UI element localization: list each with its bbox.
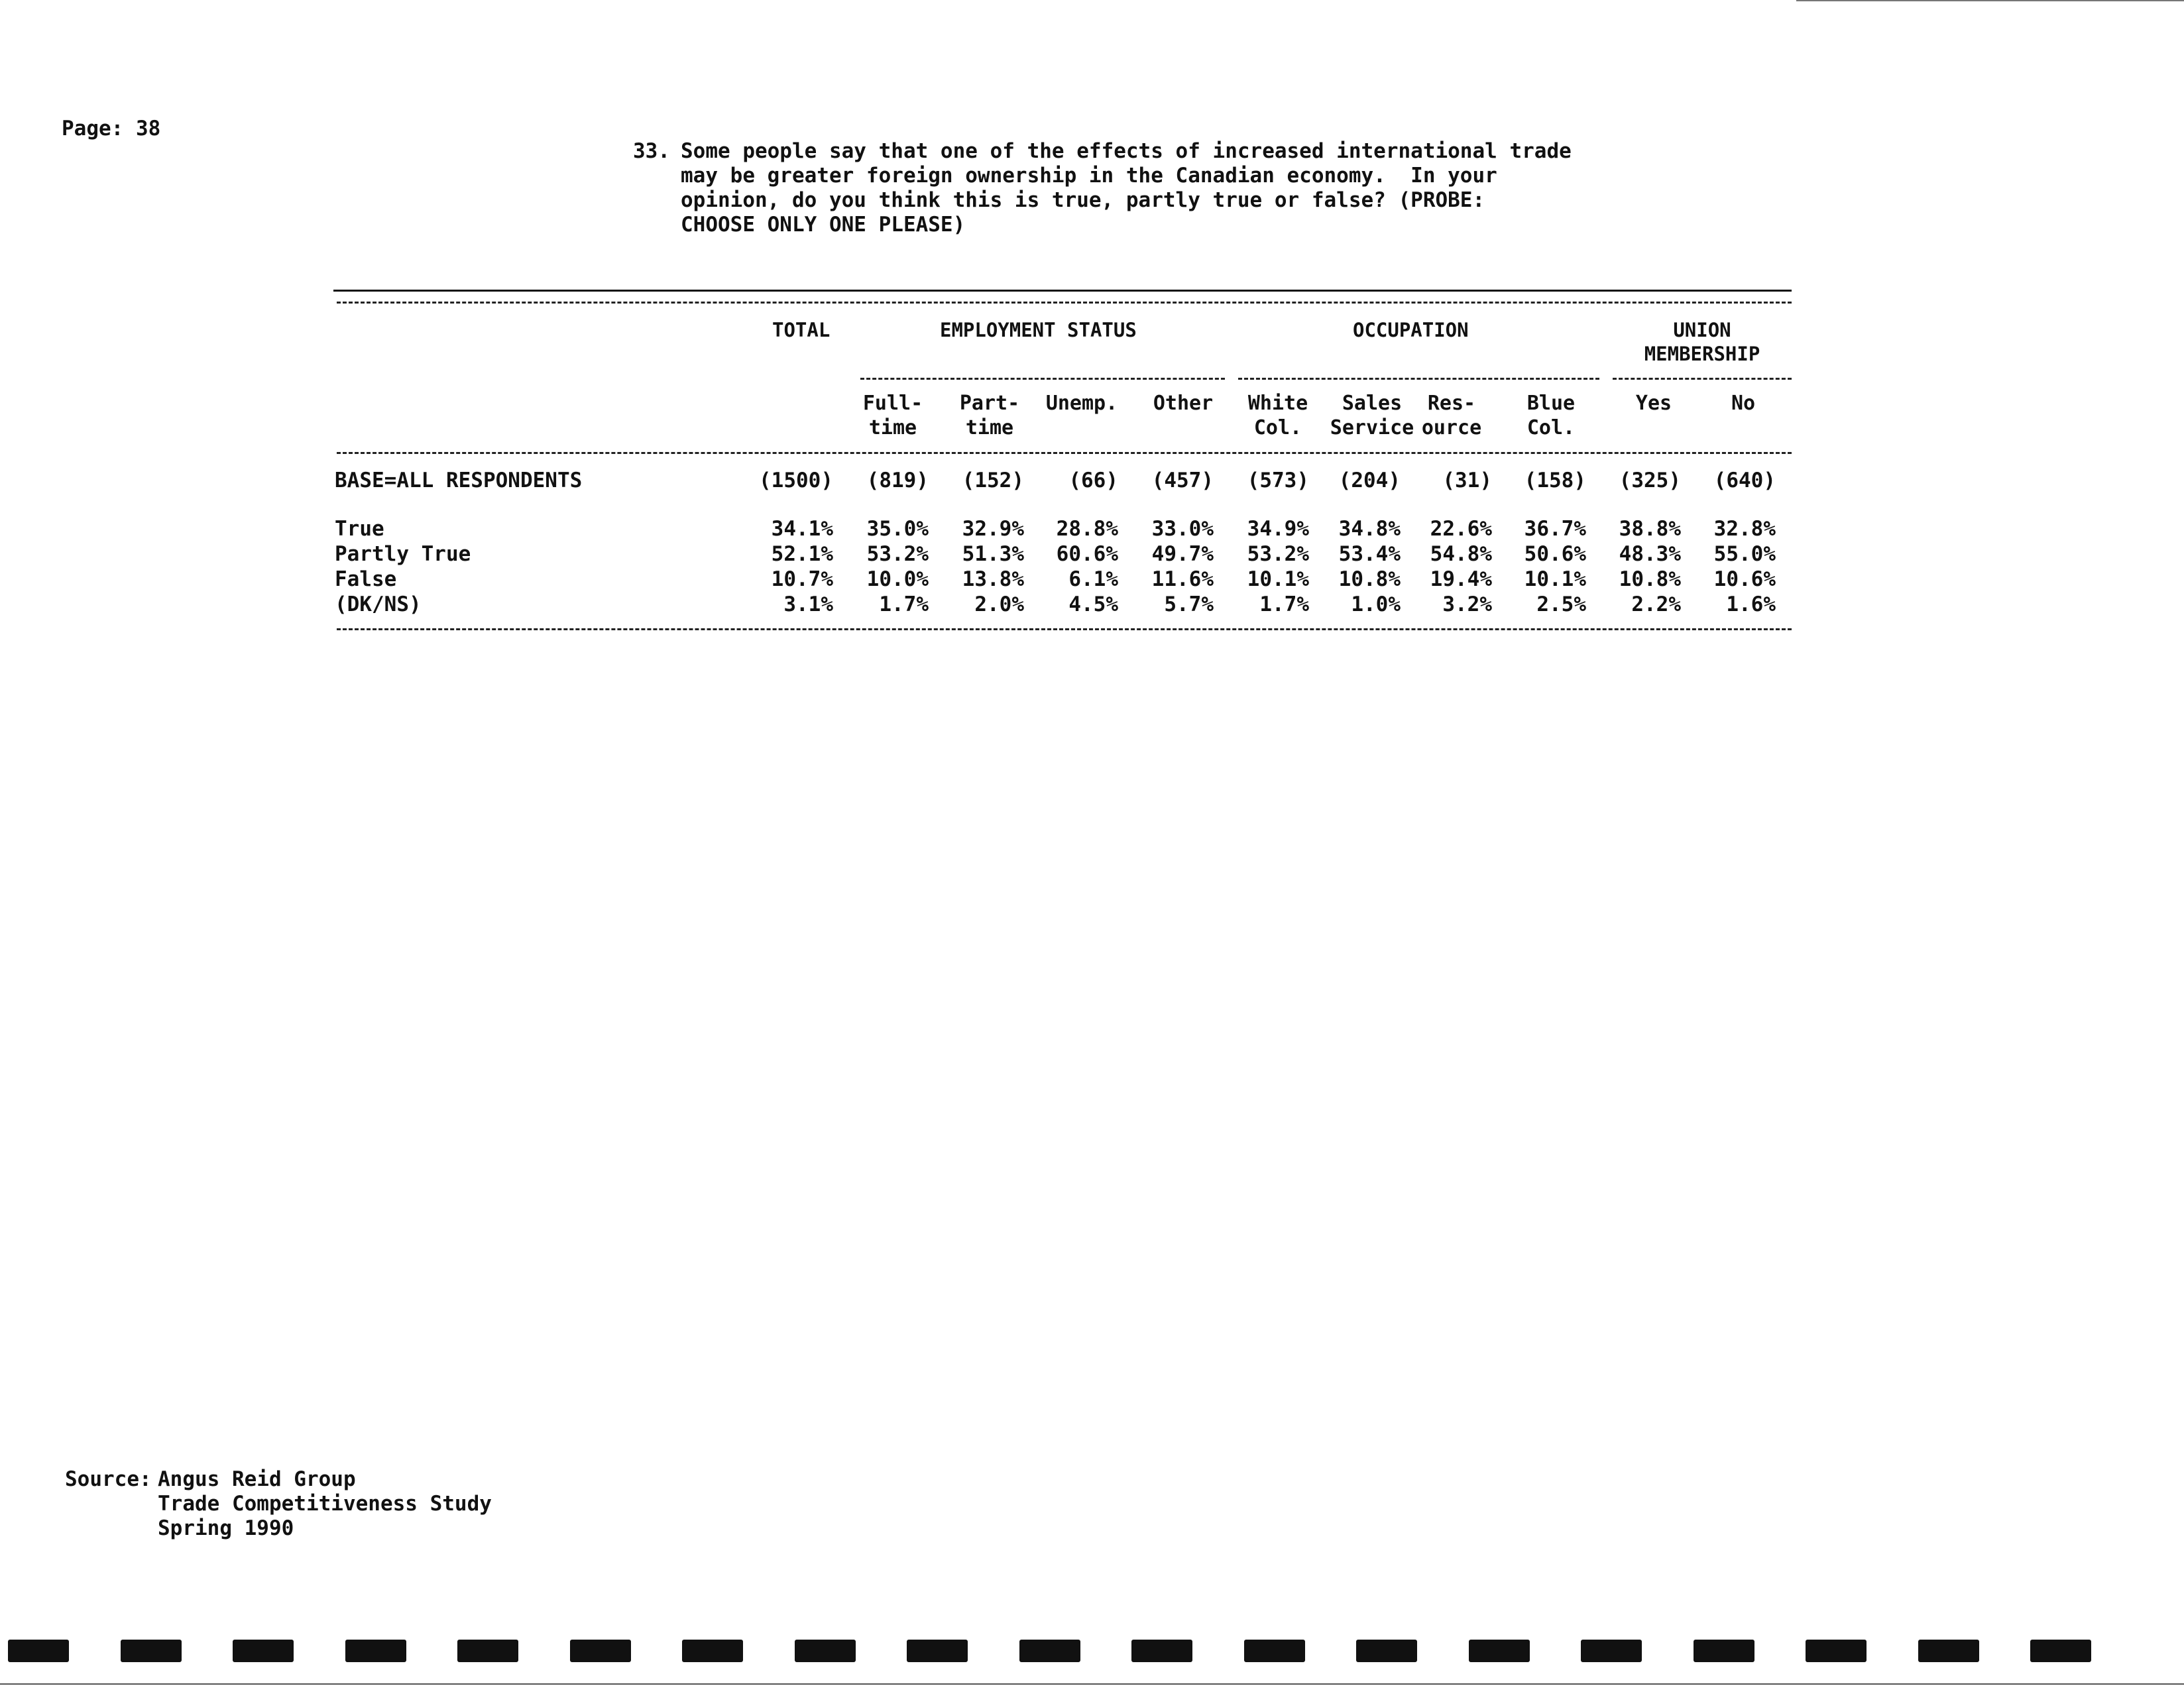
table-cell: 11.6%: [1151, 567, 1214, 591]
question-line: opinion, do you think this is true, partly true or false? (PROBE:: [681, 188, 1485, 212]
table-cell: 49.7%: [1151, 542, 1214, 566]
table-cell: 34.1%: [771, 517, 833, 541]
table-cell: 55.0%: [1713, 542, 1776, 566]
base-value: (819): [866, 469, 929, 492]
table-cell: 52.1%: [771, 542, 833, 566]
base-value: (158): [1524, 469, 1586, 492]
column-header: Service: [1330, 416, 1414, 439]
column-header: Sales: [1342, 392, 1403, 415]
table-cell: 34.9%: [1247, 517, 1309, 541]
table-cell: 2.2%: [1631, 592, 1681, 616]
table-cell: 10.7%: [771, 567, 833, 591]
table-top-rule: [333, 290, 1792, 292]
registration-mark: [1356, 1640, 1417, 1662]
table-cell: 32.9%: [962, 517, 1024, 541]
union-underline: [1613, 378, 1792, 380]
table-cell: 1.0%: [1351, 592, 1401, 616]
table-cell: 53.2%: [866, 542, 929, 566]
registration-mark: [907, 1640, 968, 1662]
table-cell: 51.3%: [962, 542, 1024, 566]
table-cell: 35.0%: [866, 517, 929, 541]
table-cell: 10.1%: [1247, 567, 1309, 591]
table-cell: 10.6%: [1713, 567, 1776, 591]
registration-mark: [1694, 1640, 1754, 1662]
table-cell: 10.8%: [1338, 567, 1401, 591]
source-lines: [158, 1467, 492, 1541]
question-line: may be greater foreign ownership in the Canadian economy. In your: [681, 164, 1497, 188]
page-number: Page: 38: [62, 117, 161, 140]
registration-mark: [121, 1640, 182, 1662]
column-header: time: [965, 416, 1014, 439]
registration-mark: [1806, 1640, 1867, 1662]
header-total: TOTAL: [772, 319, 831, 341]
table-cell: 50.6%: [1524, 542, 1586, 566]
registration-mark: [1918, 1640, 1979, 1662]
base-value: (1500): [759, 469, 833, 492]
base-value: (66): [1068, 469, 1118, 492]
question-line: CHOOSE ONLY ONE PLEASE): [681, 213, 966, 237]
top-edge-line: [1796, 0, 2184, 1]
table-cell: 2.5%: [1536, 592, 1586, 616]
table-cell: 33.0%: [1151, 517, 1214, 541]
table-cell: 36.7%: [1524, 517, 1586, 541]
table-cell: 1.6%: [1726, 592, 1776, 616]
base-label: BASE=ALL RESPONDENTS: [335, 469, 583, 492]
table-cell: 2.0%: [974, 592, 1024, 616]
row-label: True: [335, 517, 384, 541]
table-cell: 53.2%: [1247, 542, 1309, 566]
column-header: time: [868, 416, 917, 439]
registration-mark: [457, 1640, 518, 1662]
table-cell: 3.2%: [1442, 592, 1492, 616]
header-membership: MEMBERSHIP: [1644, 343, 1760, 365]
table-cell: 32.8%: [1713, 517, 1776, 541]
table-cell: 3.1%: [783, 592, 833, 616]
table-bottom-rule: [337, 628, 1792, 630]
table-cell: 19.4%: [1430, 567, 1492, 591]
column-header: Unemp.: [1045, 392, 1118, 415]
header-bottom-rule: [337, 452, 1792, 454]
registration-mark: [1019, 1640, 1080, 1662]
table-cell: 60.6%: [1056, 542, 1118, 566]
registration-mark: [1581, 1640, 1642, 1662]
registration-mark: [570, 1640, 631, 1662]
registration-mark: [233, 1640, 294, 1662]
source-label: Source:: [65, 1467, 152, 1491]
base-value: (152): [962, 469, 1024, 492]
header-occupation: OCCUPATION: [1353, 319, 1469, 341]
source-line: Trade Competitiveness Study: [158, 1492, 492, 1516]
table-cell: 10.0%: [866, 567, 929, 591]
table-cell: 34.8%: [1338, 517, 1401, 541]
header-employment-status: EMPLOYMENT STATUS: [940, 319, 1137, 341]
table-cell: 6.1%: [1068, 567, 1118, 591]
column-header: Col.: [1526, 416, 1576, 439]
table-cell: 1.7%: [1259, 592, 1309, 616]
table-cell: 38.8%: [1619, 517, 1681, 541]
registration-mark: [345, 1640, 406, 1662]
column-header: Part-: [959, 392, 1020, 415]
header-union: UNION: [1673, 319, 1731, 341]
column-header: White: [1247, 392, 1308, 415]
table-cell: 53.4%: [1338, 542, 1401, 566]
table-dashed-rule: [337, 302, 1792, 304]
registration-mark: [8, 1640, 69, 1662]
source-block: [65, 1467, 492, 1540]
table-cell: 4.5%: [1068, 592, 1118, 616]
question-number: 33.: [633, 139, 670, 163]
bottom-edge-line: [0, 1683, 2184, 1685]
column-header: Col.: [1253, 416, 1302, 439]
base-value: (31): [1442, 469, 1492, 492]
table-cell: 5.7%: [1164, 592, 1214, 616]
column-header: ource: [1421, 416, 1482, 439]
base-value: (640): [1713, 469, 1776, 492]
question-line: Some people say that one of the effects of increased international trade: [681, 139, 1572, 163]
registration-mark: [795, 1640, 856, 1662]
base-value: (457): [1151, 469, 1214, 492]
base-value: (204): [1338, 469, 1401, 492]
table-cell: 22.6%: [1430, 517, 1492, 541]
registration-mark: [1244, 1640, 1305, 1662]
base-value: (325): [1619, 469, 1681, 492]
table-cell: 54.8%: [1430, 542, 1492, 566]
registration-mark: [1469, 1640, 1530, 1662]
column-header: Res-: [1427, 392, 1476, 415]
occupation-underline: [1238, 378, 1599, 380]
source-line: Angus Reid Group: [158, 1467, 356, 1491]
row-label: False: [335, 567, 397, 591]
registration-mark: [682, 1640, 743, 1662]
column-header: Yes: [1635, 392, 1672, 415]
table-cell: 1.7%: [879, 592, 929, 616]
table-cell: 13.8%: [962, 567, 1024, 591]
question-text: [681, 139, 1572, 237]
table-cell: 48.3%: [1619, 542, 1681, 566]
base-value: (573): [1247, 469, 1309, 492]
column-header: Full-: [862, 392, 923, 415]
column-header: No: [1731, 392, 1756, 415]
registration-mark: [2030, 1640, 2091, 1662]
registration-mark: [1131, 1640, 1192, 1662]
table-cell: 10.1%: [1524, 567, 1586, 591]
column-header: Blue: [1526, 392, 1576, 415]
source-line: Spring 1990: [158, 1516, 294, 1540]
employment-underline: [860, 378, 1225, 380]
row-label: (DK/NS): [335, 592, 422, 616]
table-cell: 28.8%: [1056, 517, 1118, 541]
table-cell: 10.8%: [1619, 567, 1681, 591]
row-label: Partly True: [335, 542, 471, 566]
column-header: Other: [1153, 392, 1214, 415]
